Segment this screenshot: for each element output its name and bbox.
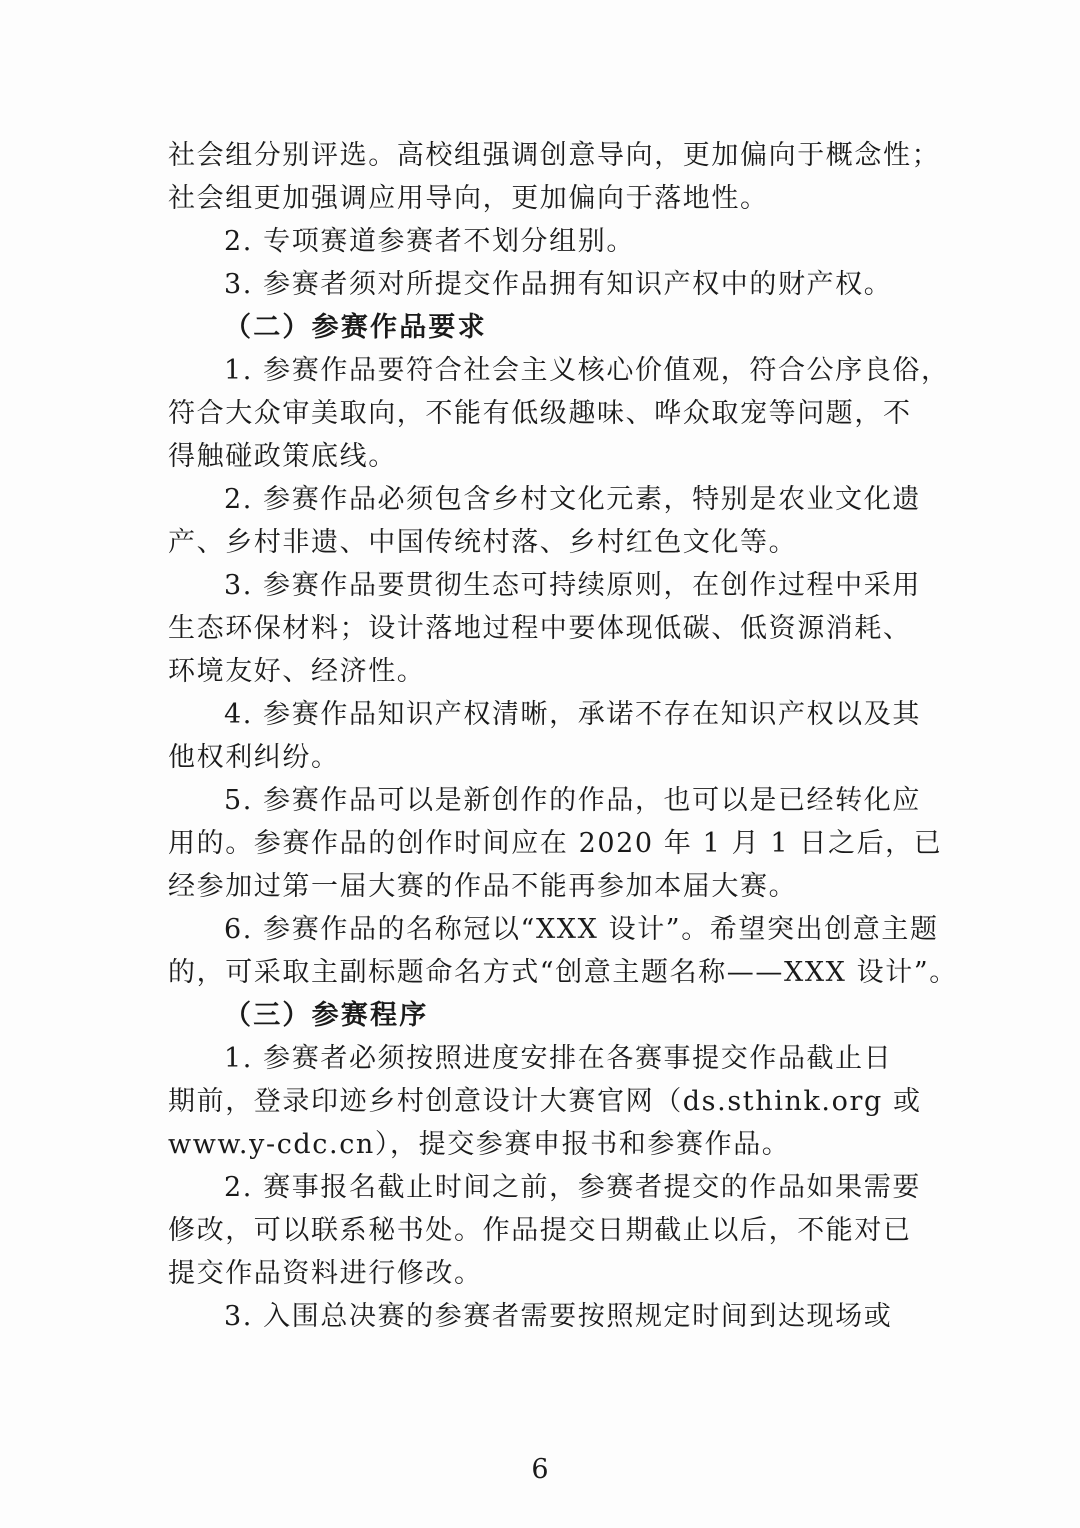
text-line: 社会组分别评选。高校组强调创意导向，更加偏向于概念性； — [168, 140, 941, 171]
text-line: 的，可采取主副标题命名方式“创意主题名称——XXX 设计”。 — [168, 957, 958, 988]
text-line: 6. 参赛作品的名称冠以“XXX 设计”。希望突出创意主题 — [224, 914, 939, 945]
text-line: 4. 参赛作品知识产权清晰，承诺不存在知识产权以及其 — [224, 699, 921, 730]
text-line: 2. 赛事报名截止时间之前，参赛者提交的作品如果需要 — [224, 1172, 921, 1203]
text-line: 3. 参赛作品要贯彻生态可持续原则，在创作过程中采用 — [224, 570, 921, 601]
section-heading: （二）参赛作品要求 — [224, 312, 487, 343]
text-line: 2. 专项赛道参赛者不划分组别。 — [224, 226, 635, 257]
section-heading: （三）参赛程序 — [224, 1000, 429, 1031]
page-number: 6 — [531, 1454, 549, 1485]
text-line: 用的。参赛作品的创作时间应在 2020 年 1 月 1 日之后，已 — [168, 828, 943, 859]
text-line: 1. 参赛作品要符合社会主义核心价值观，符合公序良俗， — [224, 355, 950, 386]
text-line: 符合大众审美取向，不能有低级趣味、哗众取宠等问题，不 — [168, 398, 912, 429]
text-line: 提交作品资料进行修改。 — [168, 1258, 483, 1289]
text-line: 3. 入围总决赛的参赛者需要按照规定时间到达现场或 — [224, 1301, 893, 1332]
text-line: 环境友好、经济性。 — [168, 656, 426, 687]
text-line: 3. 参赛者须对所提交作品拥有知识产权中的财产权。 — [224, 269, 893, 300]
text-line: 1. 参赛者必须按照进度安排在各赛事提交作品截止日 — [224, 1043, 893, 1074]
text-line: 产、乡村非遗、中国传统村落、乡村红色文化等。 — [168, 527, 798, 558]
text-line: 生态环保材料；设计落地过程中要体现低碳、低资源消耗、 — [168, 613, 912, 644]
text-line: 期前，登录印迹乡村创意设计大赛官网（ds.sthink.org 或 — [168, 1086, 922, 1117]
text-line: www.y-cdc.cn），提交参赛申报书和参赛作品。 — [168, 1129, 791, 1160]
text-line: 得触碰政策底线。 — [168, 441, 397, 472]
text-line: 修改，可以联系秘书处。作品提交日期截止以后，不能对已 — [168, 1215, 912, 1246]
text-line: 5. 参赛作品可以是新创作的作品，也可以是已经转化应 — [224, 785, 921, 816]
text-line: 2. 参赛作品必须包含乡村文化元素，特别是农业文化遗 — [224, 484, 921, 515]
text-line: 社会组更加强调应用导向，更加偏向于落地性。 — [168, 183, 769, 214]
text-line: 经参加过第一届大赛的作品不能再参加本届大赛。 — [168, 871, 798, 902]
text-line: 他权利纠纷。 — [168, 742, 340, 773]
